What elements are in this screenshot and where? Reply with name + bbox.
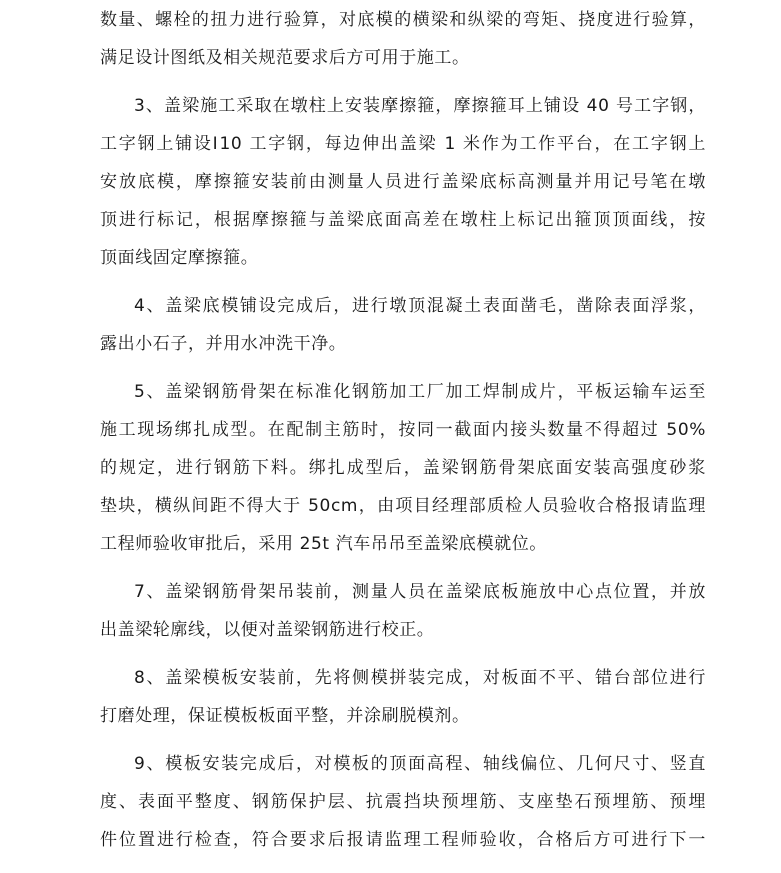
- paragraph-continued: [100, 1, 706, 77]
- text-line: 4、盖梁底模铺设完成后，进行墩顶混凝土表面凿毛，凿除表面浮浆，: [134, 296, 706, 316]
- text-line: 满足设计图纸及相关规范要求后方可用于施工。: [100, 48, 470, 68]
- text-line: 度、表面平整度、钢筋保护层、抗震挡块预埋筋、支座垫石预埋筋、预埋: [100, 792, 706, 812]
- text-line: 露出小石子，并用水冲洗干净。: [100, 334, 347, 354]
- text-line: 件位置进行检查，符合要求后报请监理工程师验收，合格后方可进行下一: [100, 830, 706, 850]
- text-line: 5、盖梁钢筋骨架在标准化钢筋加工厂加工焊制成片，平板运输车运至: [134, 382, 706, 402]
- paragraph-4: [100, 287, 706, 363]
- text-line: 7、盖梁钢筋骨架吊装前，测量人员在盖梁底板施放中心点位置，并放: [134, 582, 706, 602]
- paragraph-7: [100, 573, 706, 649]
- paragraph-5: [100, 373, 706, 563]
- text-line: 9、模板安装完成后，对模板的顶面高程、轴线偏位、几何尺寸、竖直: [134, 754, 706, 774]
- text-line: 垫块，横纵间距不得大于 50cm，由项目经理部质检人员验收合格报请监理: [100, 496, 706, 516]
- text-line: 打磨处理，保证模板板面平整，并涂刷脱模剂。: [100, 706, 470, 726]
- text-line: 顶面线固定摩擦箍。: [100, 248, 259, 268]
- paragraph-3: [100, 87, 706, 277]
- text-line: 数量、螺栓的扭力进行验算，对底模的横梁和纵梁的弯矩、挠度进行验算，: [100, 10, 706, 30]
- text-line: 的规定，进行钢筋下料。绑扎成型后，盖梁钢筋骨架底面安装高强度砂浆: [100, 458, 706, 478]
- text-line: 工字钢上铺设Ⅰ10 工字钢，每边伸出盖梁 1 米作为工作平台，在工字钢上: [100, 134, 706, 154]
- paragraph-9: [100, 745, 706, 859]
- text-line: 安放底模，摩擦箍安装前由测量人员进行盖梁底标高测量并用记号笔在墩: [100, 172, 706, 192]
- text-line: 8、盖梁模板安装前，先将侧模拼装完成，对板面不平、错台部位进行: [134, 668, 706, 688]
- text-line: 3、盖梁施工采取在墩柱上安装摩擦箍，摩擦箍耳上铺设 40 号工字钢，: [134, 96, 706, 116]
- text-line: 顶进行标记，根据摩擦箍与盖梁底面高差在墩柱上标记出箍顶顶面线，按: [100, 210, 706, 230]
- document-body: [100, 0, 706, 859]
- text-line: 施工现场绑扎成型。在配制主筋时，按同一截面内接头数量不得超过 50%: [100, 420, 706, 440]
- text-line: 出盖梁轮廓线，以便对盖梁钢筋进行校正。: [100, 620, 435, 640]
- text-line: 工程师验收审批后，采用 25t 汽车吊吊至盖梁底模就位。: [100, 534, 547, 554]
- paragraph-8: [100, 659, 706, 735]
